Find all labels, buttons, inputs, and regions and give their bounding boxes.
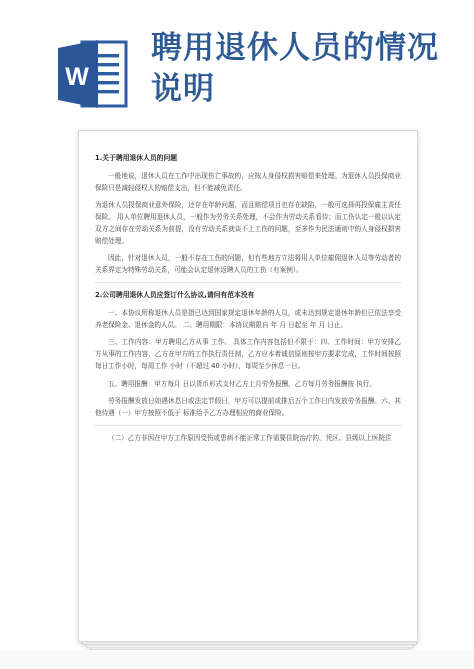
section-heading: 1.关于聘用退休人员的问题 <box>95 154 178 162</box>
paragraph: （二）乙方非因在甲方工作原因受伤或患病不能正常工作需要住院治疗的，凭区、县级以上医院住 <box>108 434 392 443</box>
paragraph: 劳务报酬发放日如遇休息日或法定节假日，甲方可以提前或推后五个工作日内发放劳务报酬。六、其他待遇（一）甲方按照不低于 标准给予乙方办理相应的商业保险。 <box>95 396 401 417</box>
divider <box>95 282 401 283</box>
section-heading: 2.公司聘用退休人员应签订什么协议,请问有范本没有 <box>95 291 255 300</box>
bottom-strip <box>0 650 474 669</box>
divider <box>95 425 401 426</box>
paragraph: 因此，针对退休人员，一般不存在工伤的问题，但有些地方立法将用人单位雇佣退休人员等劳动者的关系界定为特殊劳动关系，可能会认定退休返聘人员的工伤（有案例）。 <box>95 254 401 275</box>
page-title: 聘用退休人员的情况说明 <box>151 30 439 107</box>
paragraph: 一般地说，退休人员在工作中出现伤亡事故的，应按人身侵权损害赔偿来处理。为退休人员投保商业保险只是减轻侵权人的赔偿支出，但不能减免责任。 <box>95 171 401 192</box>
paragraph: 五、聘用报酬：甲方每月 日以货币形式支付乙方上月劳务报酬，乙方每月劳务报酬按 执行。 <box>108 379 376 388</box>
paragraph: 三、工作内容：甲方聘用乙方从事 工作。 具体工作内容包括但不限于：四、工作时间：甲方安排乙方从事的工作内容，乙方在甲方的工作执行责任制，乙方应本着诚信原则按甲方要求完成，工作时间按照每日工作小时，每周工作 小时（不超过 40 小时），每周至少休息一日。 <box>95 338 401 371</box>
paragraph: 一、本协议所称退休人员是指已达到国家规定退休年龄的人员，或未达到规定退休年龄但已依法享受养老保险金、退休金的人员。 二、聘用期限：本协议期限自 年 月 日起至 年 月 日止。 <box>95 309 401 330</box>
word-logo-letter: W <box>65 63 89 91</box>
paragraph: 为退休人员投保商业意外保险，还存在年龄问题，而且赔偿项目也存在缺陷，一般可选择再投保雇主责任保险。 用人单位聘用退休人员，一般作为劳务关系处理，不会作为劳动关系看待；而工伤认定一般以认定双方之间存在劳动关系为前提，没有劳动关系就谈不上工伤的问题，至多作为民法通则中的人身侵权损害赔偿处理。 <box>95 201 401 245</box>
document-page <box>78 130 418 642</box>
document-body <box>95 153 401 450</box>
